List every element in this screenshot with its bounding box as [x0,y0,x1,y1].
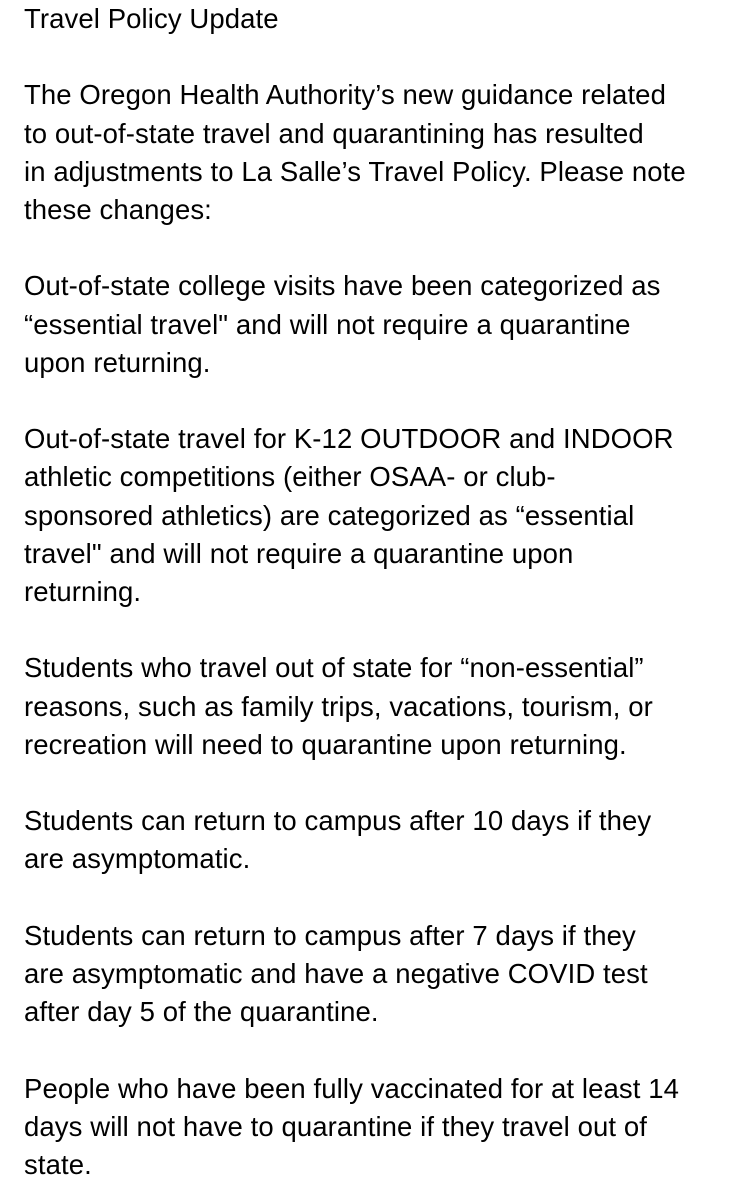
paragraph-return-7-days: Students can return to campus after 7 days if they are asymptomatic and have a negative COVID test after day 5 of the quarantine. [24,919,648,1028]
paragraph-vaccinated: People who have been fully vaccinated for at least 14 days will not have to quarantine if they travel out of state. [24,1072,680,1180]
note-body [24,0,734,1184]
paragraph-non-essential-travel: Students who travel out of state for “non-essential” reasons, such as family trips, vacations, tourism, or recreation will need to quarantine upon returning. [24,652,653,760]
paragraph-return-10-days: Students can return to campus after 10 days if they are asymptomatic. [24,805,652,875]
note-title: Travel Policy Update [24,3,279,34]
paragraph-athletic-travel: Out-of-state travel for K-12 OUTDOOR and INDOOR athletic competitions (either OSAA- or club- sponsored athletics) are categorized as “essential travel" and will not require a quarantine upon returning. [24,423,674,607]
paragraph-intro: The Oregon Health Authority’s new guidance related to out-of-state travel and quarantining has resulted in adjustments to La Salle’s Travel Policy. Please note these changes: [24,79,686,225]
paragraph-college-visits: Out-of-state college visits have been categorized as “essential travel" and will not require a quarantine upon returning. [24,270,661,378]
